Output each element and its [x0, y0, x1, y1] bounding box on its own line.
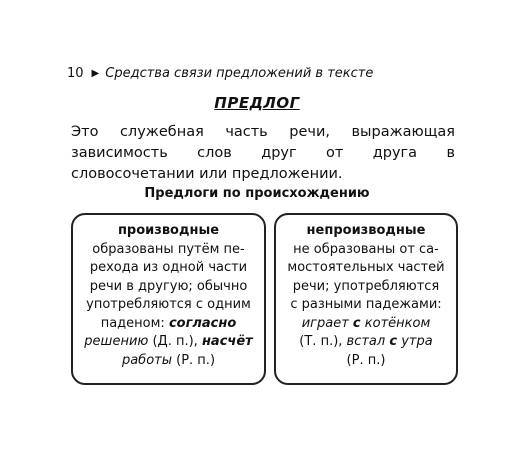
body-text: речи; употребляются	[292, 278, 440, 294]
body-text: рехода из одной части	[89, 260, 248, 275]
body-text: образованы путём пе-	[92, 241, 245, 257]
example-text: согласно	[168, 315, 237, 331]
box-line	[276, 241, 456, 260]
box-body	[73, 241, 264, 371]
body-text: (Р. п.)	[172, 352, 216, 368]
example-text: с	[352, 315, 361, 331]
body-text: с разными падежами:	[290, 297, 442, 312]
body-text: паденом:	[100, 315, 169, 331]
example-text: котёнком	[360, 315, 431, 331]
example-text: решению	[84, 334, 149, 349]
box-line	[276, 333, 456, 352]
non-derived-prepositions-box	[274, 213, 458, 385]
definition-paragraph: Это служебная часть речи, выражающая зависимость слов друг от друга в словосочетании или предложении.	[71, 124, 455, 182]
body-text: речи в другую; обычно	[89, 278, 248, 294]
derived-prepositions-box	[71, 213, 266, 385]
example-text: работы	[121, 352, 172, 368]
page-header	[67, 66, 373, 81]
example-text: с	[389, 334, 398, 349]
box-line	[276, 259, 456, 278]
box-line	[73, 278, 264, 297]
body-text: (Т. п.),	[299, 334, 347, 349]
body-text: мостоятельных частей	[287, 260, 445, 275]
box-line	[276, 296, 456, 315]
box-line	[73, 352, 264, 371]
box-line	[73, 315, 264, 334]
triangle-right-icon: ▶	[91, 68, 100, 79]
page-title: ПРЕДЛОГ	[214, 94, 300, 112]
example-text: играет	[301, 315, 353, 331]
classification-heading: Предлоги по происхождению	[144, 186, 370, 201]
box-line	[276, 278, 456, 297]
example-text: встал	[346, 334, 390, 349]
body-text: не образованы от са-	[293, 241, 439, 257]
box-line	[73, 241, 264, 260]
example-text: насчёт	[201, 334, 253, 349]
box-line	[276, 352, 456, 371]
body-text: употребляются с одним	[86, 297, 251, 312]
body-text: (Д. п.),	[148, 334, 202, 349]
box-line	[276, 315, 456, 334]
section-title: Средства связи предложений в тексте	[105, 66, 374, 81]
example-text: утра	[397, 334, 433, 349]
box-line	[73, 296, 264, 315]
page-number: 10	[67, 66, 84, 81]
box-line	[73, 333, 264, 352]
box-heading: производные	[117, 223, 220, 238]
box-line	[73, 259, 264, 278]
box-body	[276, 241, 456, 371]
box-heading: непроизводные	[306, 223, 426, 238]
body-text: (Р. п.)	[346, 352, 386, 368]
